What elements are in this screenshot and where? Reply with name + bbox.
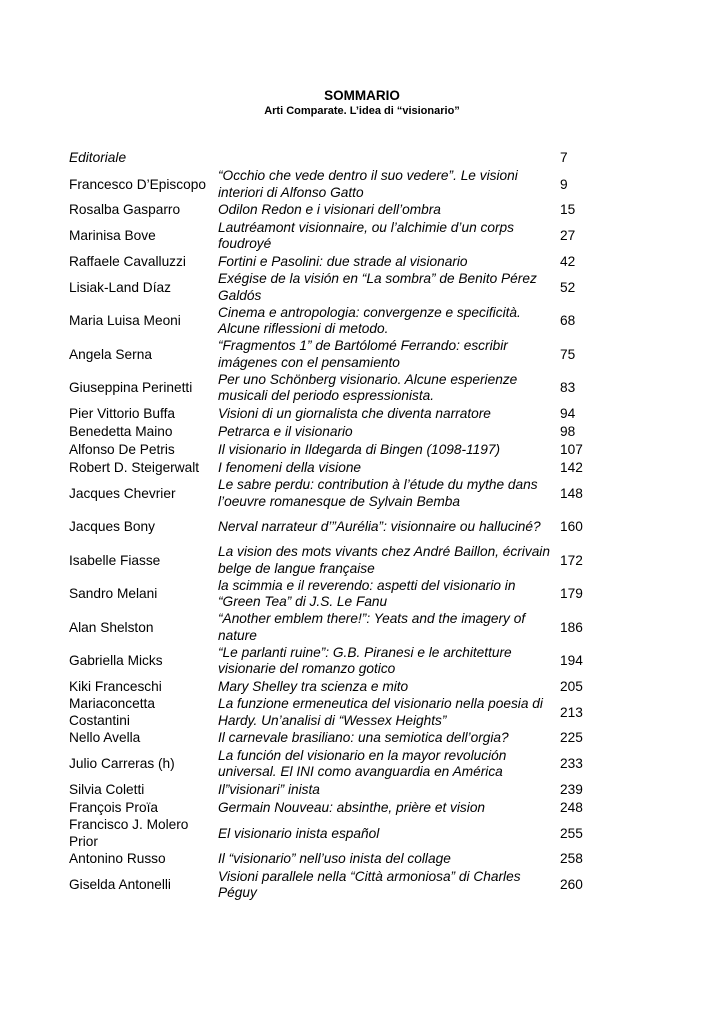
toc-row	[69, 645, 599, 679]
toc-title	[218, 148, 560, 168]
toc-page-number: 94	[560, 405, 576, 421]
toc-title: Visioni di un giornalista che diventa narratore	[218, 405, 491, 421]
toc-author: Giselda Antonelli	[69, 877, 171, 893]
toc-author: Silvia Coletti	[69, 781, 145, 797]
toc-page-number: 160	[560, 519, 583, 535]
toc-page-number: 148	[560, 485, 583, 501]
toc-author: Isabelle Fiasse	[69, 552, 161, 568]
toc-row	[69, 611, 599, 645]
toc-author: Pier Vittorio Buffa	[69, 405, 176, 421]
toc-row	[69, 696, 599, 730]
toc-page-number: 179	[560, 586, 583, 602]
toc-title: “Fragmentos 1” de Bartólomé Ferrando: escribir imágenes con el pensamiento	[218, 338, 508, 370]
toc-row	[69, 253, 599, 271]
toc-page-number: 225	[560, 730, 583, 746]
toc-author: Nello Avella	[69, 730, 141, 746]
toc-row	[69, 220, 599, 254]
toc-author: Antonino Russo	[69, 851, 166, 867]
toc-body	[69, 148, 599, 902]
toc-author: Jacques Bony	[69, 519, 155, 535]
toc-page-number: 68	[560, 313, 576, 329]
toc-page-number: 172	[560, 552, 583, 568]
toc-title: La vision des mots vivants chez André Baillon, écrivain belge de langue française	[218, 544, 550, 576]
toc-page-number: 213	[560, 704, 583, 720]
toc-title: La funzione ermeneutica del visionario nella poesia di Hardy. Un’analisi di “Wessex Heights”	[218, 696, 543, 728]
toc-title: Il visionario in Ildegarda di Bingen (1098-1197)	[218, 441, 501, 457]
toc-row	[69, 372, 599, 406]
toc-row	[69, 202, 599, 220]
toc-title: Visioni parallele nella “Città armoniosa” di Charles Péguy	[218, 868, 521, 901]
toc-author: Mariaconcetta Costantini	[69, 696, 155, 728]
toc-page-number: 42	[560, 253, 576, 269]
toc-title: Germain Nouveau: absinthe, prière et vision	[218, 799, 486, 815]
toc-row	[69, 168, 599, 202]
toc-page-number: 205	[560, 678, 583, 694]
toc-row	[69, 148, 599, 168]
page-subtitle: Arti Comparate. L’idea di “visionario”	[264, 105, 460, 117]
toc-author: Angela Serna	[69, 346, 152, 362]
toc-author: Benedetta Maino	[69, 423, 173, 439]
toc-title: Cinema e antropologia: convergenze e specificità. Alcune riflessioni di metodo.	[218, 304, 521, 337]
toc-page-number: 260	[560, 877, 583, 893]
toc-author: Gabriella Micks	[69, 653, 163, 669]
toc-row	[69, 578, 599, 612]
toc-row	[69, 511, 599, 545]
toc-author: Marinisa Bove	[69, 228, 156, 244]
toc-author: Sandro Melani	[69, 586, 158, 602]
toc-author: Editoriale	[69, 149, 127, 165]
toc-title: Il “visionario” nell’uso inista del collage	[218, 851, 451, 867]
toc-row	[69, 869, 599, 903]
toc-page-number: 7	[560, 149, 568, 165]
toc-page-number: 258	[560, 851, 583, 867]
toc-author: Julio Carreras (h)	[69, 756, 175, 772]
toc-row	[69, 305, 599, 339]
toc-page-number: 142	[560, 459, 583, 475]
toc-author: Jacques Chevrier	[69, 485, 176, 501]
toc-title: Nerval narrateur d’”Aurélia”: visionnaire ou halluciné?	[218, 519, 541, 535]
table-of-contents	[69, 148, 599, 902]
toc-row	[69, 405, 599, 423]
toc-author: Giuseppina Perinetti	[69, 380, 193, 396]
toc-page-number: 233	[560, 756, 583, 772]
toc-title: I fenomeni della visione	[218, 459, 362, 475]
toc-row	[69, 730, 599, 748]
toc-title: Per uno Schönberg visionario. Alcune esperienze musicali del periodo espressionista.	[218, 371, 518, 404]
toc-row	[69, 748, 599, 782]
toc-author: François Proïa	[69, 799, 159, 815]
toc-row	[69, 423, 599, 441]
toc-title: “Le parlanti ruine”: G.B. Piranesi e le architetture visionarie del romanzo gotico	[218, 644, 512, 677]
toc-author: Raffaele Cavalluzzi	[69, 253, 186, 269]
toc-row	[69, 271, 599, 305]
toc-author: Robert D. Steigerwalt	[69, 459, 200, 475]
toc-author: Lisiak-Land Díaz	[69, 279, 171, 295]
toc-page-number: 248	[560, 799, 583, 815]
toc-title: Il carnevale brasiliano: una semiotica dell’orgia?	[218, 730, 509, 746]
toc-page-number: 15	[560, 202, 576, 218]
toc-title: Le sabre perdu: contribution à l’étude du mythe dans l’oeuvre romanesque de Sylvain Bemba	[218, 477, 538, 509]
toc-row	[69, 781, 599, 799]
toc-author: Alan Shelston	[69, 619, 154, 635]
toc-title: Mary Shelley tra scienza e mito	[218, 678, 409, 694]
toc-page-number: 107	[560, 441, 583, 457]
toc-page-number: 9	[560, 176, 568, 192]
toc-row	[69, 851, 599, 869]
toc-title: El visionario inista español	[218, 825, 380, 841]
toc-row	[69, 459, 599, 477]
toc-page-number: 194	[560, 653, 583, 669]
toc-row	[69, 477, 599, 511]
toc-author: Francesco D’Episcopo	[69, 176, 206, 192]
toc-author: Rosalba Gasparro	[69, 202, 181, 218]
toc-row	[69, 544, 599, 578]
toc-page-number: 52	[560, 279, 576, 295]
toc-row	[69, 817, 599, 851]
toc-row	[69, 441, 599, 459]
toc-page-number: 239	[560, 781, 583, 797]
toc-page-number: 98	[560, 423, 576, 439]
toc-title: “Another emblem there!”: Yeats and the imagery of nature	[218, 611, 526, 643]
page-title: SOMMARIO	[324, 88, 400, 103]
toc-author: Francisco J. Molero Prior	[69, 817, 189, 849]
toc-page-number: 255	[560, 825, 583, 841]
toc-title: “Occhio che vede dentro il suo vedere”. Le visioni interiori di Alfonso Gatto	[218, 168, 518, 200]
toc-row	[69, 338, 599, 372]
toc-title: La función del visionario en la mayor revolución universal. El INI como avanguardia en América	[218, 747, 507, 780]
toc-row	[69, 678, 599, 696]
toc-page-number: 83	[560, 380, 576, 396]
toc-title: Petrarca e il visionario	[218, 423, 353, 439]
toc-title: Lautréamont visionnaire, ou l’alchimie d’un corps foudroyé	[218, 219, 514, 252]
toc-row	[69, 799, 599, 817]
toc-author: Maria Luisa Meoni	[69, 313, 181, 329]
toc-title: Odilon Redon e i visionari dell’ombra	[218, 202, 441, 218]
toc-title: Exégise de la visión en “La sombra” de Benito Pérez Galdós	[218, 271, 537, 303]
toc-author: Alfonso De Petris	[69, 441, 175, 457]
toc-title: Il”visionari” inista	[218, 781, 320, 797]
toc-page-number: 27	[560, 228, 576, 244]
toc-page-number: 75	[560, 346, 576, 362]
toc-author: Kiki Franceschi	[69, 678, 162, 694]
toc-title: la scimmia e il reverendo: aspetti del visionario in “Green Tea” di J.S. Le Fanu	[218, 577, 516, 610]
toc-title: Fortini e Pasolini: due strade al visionario	[218, 253, 468, 269]
toc-page-number: 186	[560, 619, 583, 635]
